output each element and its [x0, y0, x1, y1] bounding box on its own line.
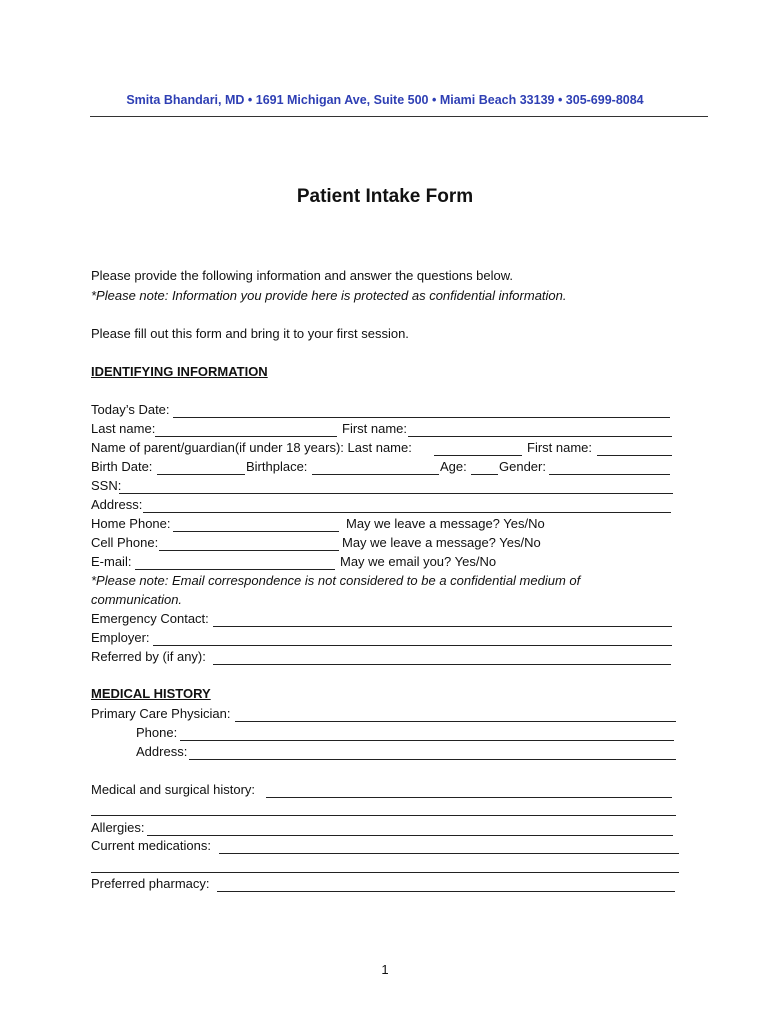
address-field[interactable]	[143, 511, 671, 513]
employer-field[interactable]	[153, 644, 672, 646]
emergency-contact-field[interactable]	[213, 625, 672, 627]
confidential-note: *Please note: Information you provide here is protected as confidential information.	[91, 288, 567, 303]
surgical-history-field-line-2[interactable]	[91, 814, 676, 816]
address-label: Address:	[91, 497, 143, 512]
age-label: Age:	[440, 459, 467, 474]
email-label: E-mail:	[91, 554, 132, 569]
form-title: Patient Intake Form	[296, 186, 474, 207]
pcp-phone-label: Phone:	[136, 725, 178, 740]
todays-date-field[interactable]	[173, 416, 670, 418]
allergies-field[interactable]	[147, 834, 673, 836]
page-number: 1	[381, 962, 389, 977]
ssn-field[interactable]	[119, 492, 673, 494]
todays-date-label: Today’s Date:	[91, 402, 170, 417]
pharmacy-label: Preferred pharmacy:	[91, 876, 210, 891]
email-note-line-1: *Please note: Email correspondence is not considered to be a confidential medium of	[91, 573, 581, 588]
guardian-first-label: First name:	[527, 440, 593, 455]
email-field[interactable]	[135, 568, 335, 570]
pcp-address-label: Address:	[136, 744, 188, 759]
identifying-heading: IDENTIFYING INFORMATION	[91, 364, 268, 379]
birthplace-label: Birthplace:	[246, 459, 308, 474]
guardian-last-field[interactable]	[434, 454, 522, 456]
referred-by-field[interactable]	[213, 663, 671, 665]
first-name-label: First name:	[342, 421, 408, 436]
email-note-line-2: communication.	[91, 592, 183, 607]
emergency-contact-label: Emergency Contact:	[91, 611, 209, 626]
medications-field-line-2[interactable]	[91, 871, 679, 873]
email-permission-question[interactable]: May we email you? Yes/No	[340, 554, 497, 569]
last-name-field[interactable]	[155, 435, 337, 437]
pcp-address-field[interactable]	[189, 758, 676, 760]
referred-by-label: Referred by (if any):	[91, 649, 206, 664]
first-name-field[interactable]	[408, 435, 672, 437]
practice-header: Smita Bhandari, MD • 1691 Michigan Ave, Suite 500 • Miami Beach 33139 • 305-699-8084	[126, 93, 644, 107]
guardian-last-label: Name of parent/guardian(if under 18 years): Last name:	[91, 440, 412, 455]
ssn-label: SSN:	[91, 478, 122, 493]
gender-field[interactable]	[549, 473, 670, 475]
surgical-history-label: Medical and surgical history:	[91, 782, 256, 797]
medical-history-heading: MEDICAL HISTORY	[91, 686, 211, 701]
birth-date-field[interactable]	[157, 473, 245, 475]
pcp-label: Primary Care Physician:	[91, 706, 231, 721]
last-name-label: Last name:	[91, 421, 156, 436]
birth-date-label: Birth Date:	[91, 459, 153, 474]
allergies-label: Allergies:	[91, 820, 145, 835]
medications-label: Current medications:	[91, 838, 211, 853]
cell-phone-field[interactable]	[159, 549, 339, 551]
surgical-history-field[interactable]	[266, 796, 672, 798]
birthplace-field[interactable]	[312, 473, 439, 475]
gender-label: Gender:	[499, 459, 546, 474]
pcp-field[interactable]	[235, 720, 676, 722]
medications-field[interactable]	[219, 852, 679, 854]
home-phone-label: Home Phone:	[91, 516, 171, 531]
pcp-phone-field[interactable]	[180, 739, 674, 741]
home-message-question[interactable]: May we leave a message? Yes/No	[346, 516, 545, 531]
cell-phone-label: Cell Phone:	[91, 535, 159, 550]
age-field[interactable]	[471, 473, 498, 475]
intro-line-1: Please provide the following information and answer the questions below.	[91, 268, 514, 283]
intro-line-3: Please fill out this form and bring it to your first session.	[91, 326, 409, 341]
guardian-first-field[interactable]	[597, 454, 672, 456]
home-phone-field[interactable]	[173, 530, 339, 532]
header-divider	[90, 116, 708, 117]
pharmacy-field[interactable]	[217, 890, 675, 892]
employer-label: Employer:	[91, 630, 150, 645]
cell-message-question[interactable]: May we leave a message? Yes/No	[342, 535, 541, 550]
